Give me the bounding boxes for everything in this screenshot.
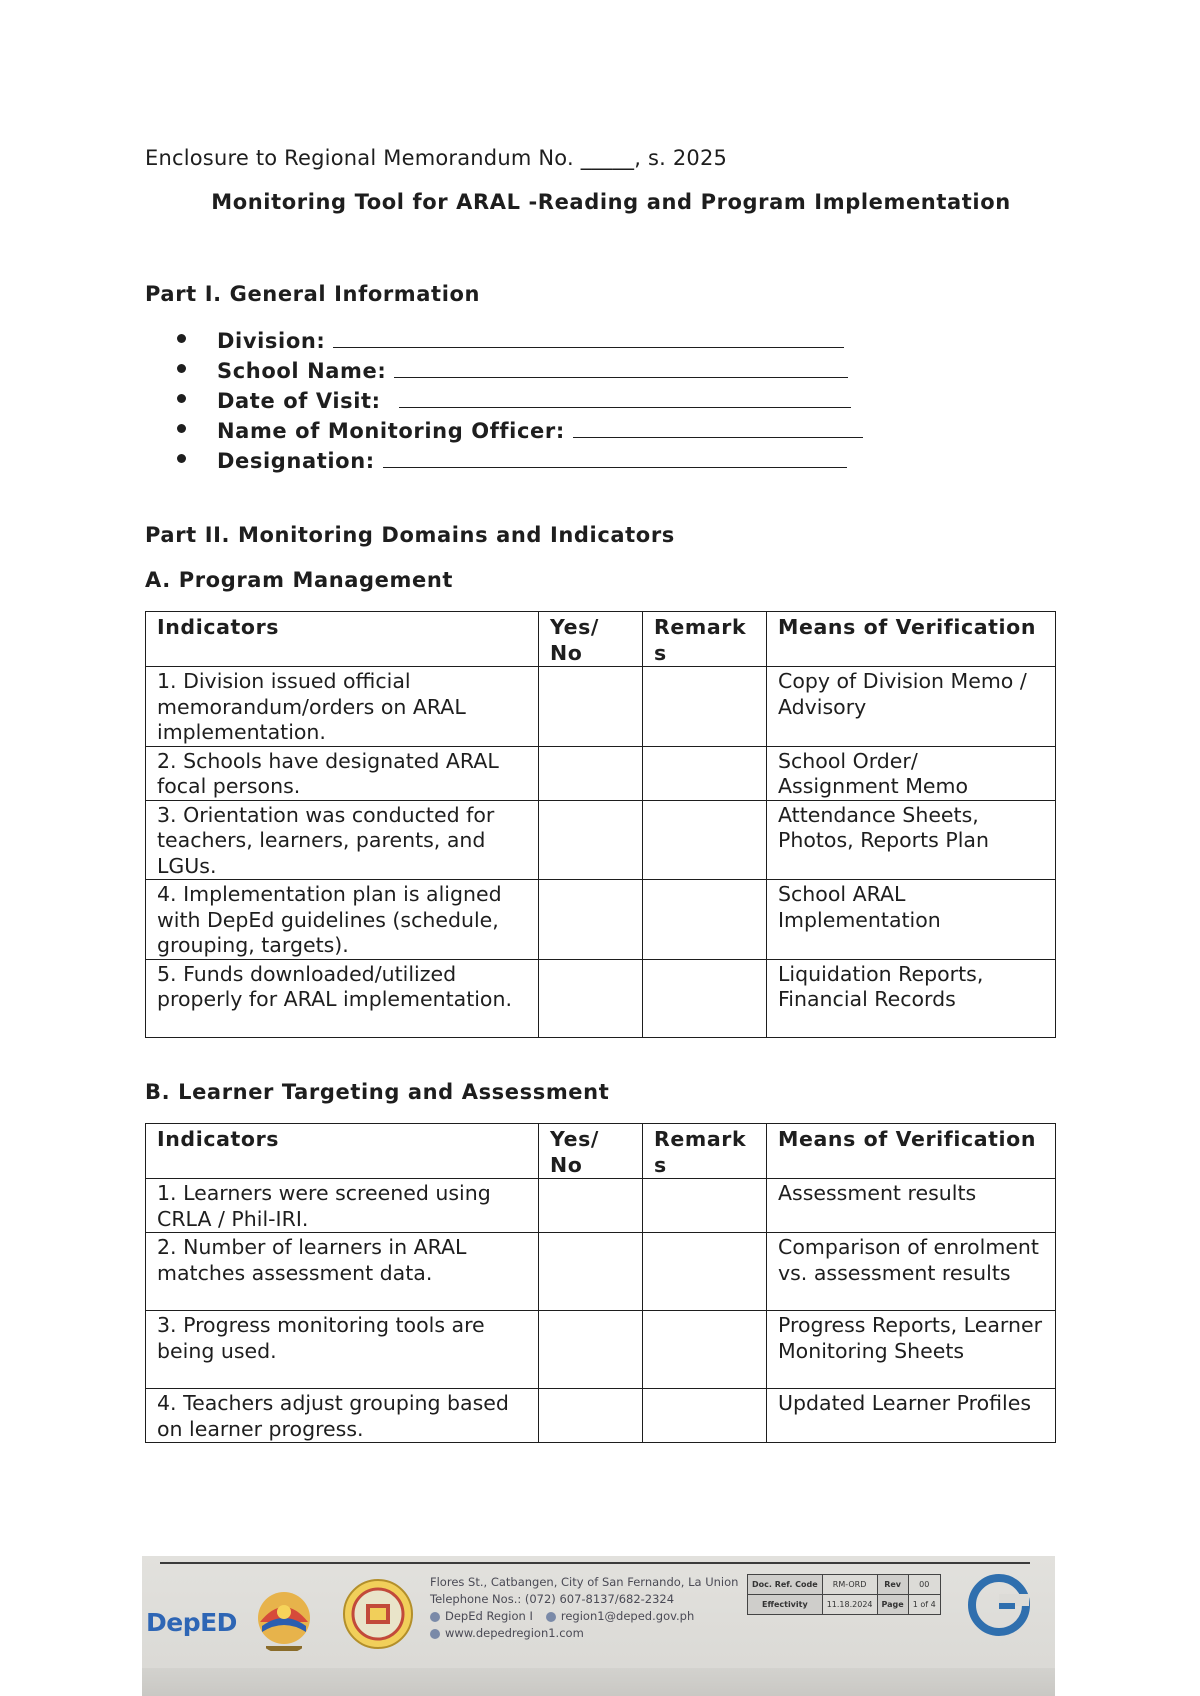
table-row (146, 1179, 1056, 1233)
contact-info (430, 1574, 738, 1642)
website-label: www.depedregion1.com (445, 1626, 584, 1640)
certification-logo-icon (968, 1574, 1030, 1636)
yes-no-cell[interactable] (539, 1233, 643, 1311)
email-icon (546, 1612, 556, 1622)
means-cell: Liquidation Reports, Financial Records (767, 959, 1056, 1037)
school-name-field[interactable] (394, 356, 848, 378)
means-header: Means of Verification (767, 612, 1056, 667)
table-row (146, 1233, 1056, 1311)
field-label: School Name: (217, 359, 387, 383)
enclosure-line: Enclosure to Regional Memorandum No. _____, s. 2025 (145, 146, 728, 170)
yes-no-cell[interactable] (539, 1389, 643, 1443)
yes-no-cell[interactable] (539, 746, 643, 800)
date-of-visit-field[interactable] (399, 386, 851, 408)
means-cell: School Order/ Assignment Memo (767, 746, 1056, 800)
indicators-header: Indicators (146, 1124, 539, 1179)
list-item (177, 326, 863, 356)
indicator-cell: 4. Teachers adjust grouping based on learner progress. (146, 1389, 539, 1443)
yes-no-header: Yes/ No (539, 1124, 643, 1179)
yes-no-cell[interactable] (539, 800, 643, 880)
table-row (146, 880, 1056, 960)
means-cell: Progress Reports, Learner Monitoring Sheets (767, 1311, 1056, 1389)
table-row (146, 800, 1056, 880)
facebook-icon (430, 1612, 440, 1622)
bullet-icon (177, 364, 186, 373)
part1-heading: Part I. General Information (145, 282, 481, 306)
letterhead-footer (142, 1556, 1055, 1696)
table-header-row (146, 1124, 1056, 1179)
remarks-header: Remark s (643, 612, 767, 667)
page-value: 1 of 4 (908, 1595, 940, 1615)
indicator-cell: 3. Orientation was conducted for teachers, learners, parents, and LGUs. (146, 800, 539, 880)
bagong-pilipinas-logo-icon (252, 1588, 316, 1654)
indicator-cell: 1. Division issued official memorandum/orders on ARAL implementation. (146, 667, 539, 747)
means-header: Means of Verification (767, 1124, 1056, 1179)
indicator-cell: 5. Funds downloaded/utilized properly for ARAL implementation. (146, 959, 539, 1037)
section-b-heading: B. Learner Targeting and Assessment (145, 1080, 610, 1104)
section-a-heading: A. Program Management (145, 568, 454, 592)
social-line (430, 1608, 738, 1625)
remarks-cell[interactable] (643, 746, 767, 800)
indicator-cell: 3. Progress monitoring tools are being used. (146, 1311, 539, 1389)
means-cell: School ARAL Implementation (767, 880, 1056, 960)
document-title-text: Monitoring Tool for ARAL -Reading and Program Implementation (211, 190, 1011, 214)
indicator-cell: 1. Learners were screened using CRLA / Phil-IRI. (146, 1179, 539, 1233)
table-row (748, 1595, 941, 1615)
deped-logo-text: DepED (146, 1608, 237, 1637)
means-cell: Assessment results (767, 1179, 1056, 1233)
remarks-cell[interactable] (643, 880, 767, 960)
indicator-cell: 2. Schools have designated ARAL focal persons. (146, 746, 539, 800)
telephone-line: Telephone Nos.: (072) 607-8137/682-2324 (430, 1592, 675, 1606)
indicator-cell: 2. Number of learners in ARAL matches assessment data. (146, 1233, 539, 1311)
table-header-row (146, 612, 1056, 667)
deped-logo (146, 1608, 237, 1637)
table-row (146, 1311, 1056, 1389)
facebook-label: DepEd Region I (445, 1609, 533, 1623)
field-label: Date of Visit: (217, 389, 381, 413)
page-label: Page (877, 1595, 908, 1615)
program-management-table (145, 611, 1056, 1038)
footer-rule (160, 1562, 1030, 1564)
field-label: Name of Monitoring Officer: (217, 419, 565, 443)
document-reference-table (747, 1574, 941, 1615)
list-item (177, 446, 863, 476)
remarks-cell[interactable] (643, 667, 767, 747)
indicator-cell: 4. Implementation plan is aligned with DepEd guidelines (schedule, grouping, targets). (146, 880, 539, 960)
list-item (177, 416, 863, 446)
field-label: Division: (217, 329, 326, 353)
bullet-icon (177, 394, 186, 403)
remarks-cell[interactable] (643, 1311, 767, 1389)
website-line (430, 1625, 738, 1642)
means-cell: Comparison of enrolment vs. assessment results (767, 1233, 1056, 1311)
remarks-cell[interactable] (643, 1389, 767, 1443)
designation-field[interactable] (383, 446, 847, 468)
effectivity-label: Effectivity (748, 1595, 823, 1615)
yes-no-cell[interactable] (539, 880, 643, 960)
table-row (748, 1575, 941, 1595)
document-title (0, 190, 1200, 214)
learner-targeting-table (145, 1123, 1056, 1443)
email-label: region1@deped.gov.ph (560, 1609, 695, 1623)
division-field[interactable] (333, 326, 844, 348)
remarks-cell[interactable] (643, 1233, 767, 1311)
globe-icon (430, 1629, 440, 1639)
effectivity-value: 11.18.2024 (822, 1595, 877, 1615)
table-row (146, 1389, 1056, 1443)
remarks-cell[interactable] (643, 1179, 767, 1233)
field-label: Designation: (217, 449, 375, 473)
list-item (177, 386, 863, 416)
bullet-icon (177, 424, 186, 433)
remarks-cell[interactable] (643, 800, 767, 880)
part2-heading: Part II. Monitoring Domains and Indicators (145, 523, 675, 547)
indicators-header: Indicators (146, 612, 539, 667)
means-cell: Attendance Sheets, Photos, Reports Plan (767, 800, 1056, 880)
means-cell: Updated Learner Profiles (767, 1389, 1056, 1443)
table-row (146, 667, 1056, 747)
yes-no-cell[interactable] (539, 1311, 643, 1389)
doc-ref-value: RM-ORD (822, 1575, 877, 1595)
footer-bottom-strip (142, 1668, 1055, 1696)
means-cell: Copy of Division Memo / Advisory (767, 667, 1056, 747)
table-row (146, 959, 1056, 1037)
doc-ref-label: Doc. Ref. Code (748, 1575, 823, 1595)
address-line: Flores St., Catbangen, City of San Fernando, La Union (430, 1575, 739, 1589)
yes-no-cell[interactable] (539, 1179, 643, 1233)
rev-label: Rev (877, 1575, 908, 1595)
remarks-header: Remark s (643, 1124, 767, 1179)
bullet-icon (177, 454, 186, 463)
rev-value: 00 (908, 1575, 940, 1595)
yes-no-header: Yes/ No (539, 612, 643, 667)
table-row (146, 746, 1056, 800)
deped-region-seal-icon (342, 1578, 414, 1650)
yes-no-cell[interactable] (539, 667, 643, 747)
general-info-list (177, 326, 863, 476)
yes-no-cell[interactable] (539, 959, 643, 1037)
remarks-cell[interactable] (643, 959, 767, 1037)
bullet-icon (177, 334, 186, 343)
monitoring-officer-field[interactable] (573, 416, 863, 438)
list-item (177, 356, 863, 386)
